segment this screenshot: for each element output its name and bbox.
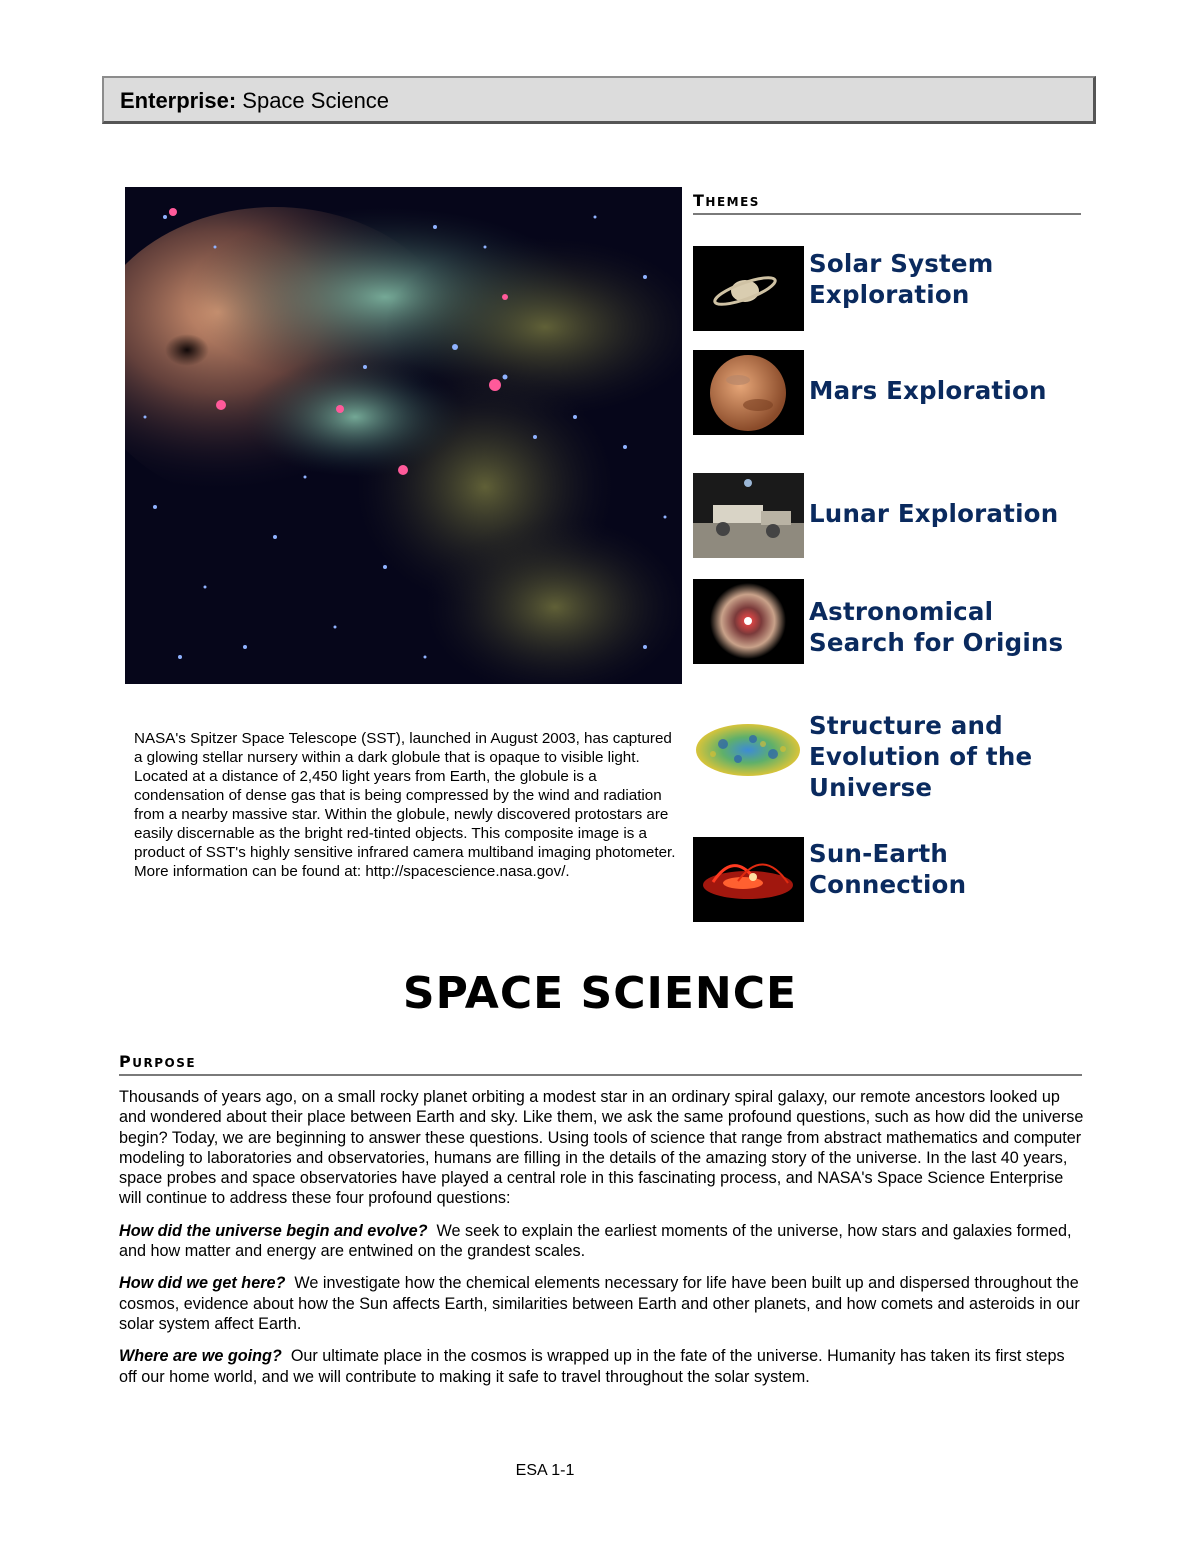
theme-label: Mars Exploration — [809, 376, 1047, 405]
theme-label: Sun-Earth Connection — [809, 839, 967, 899]
solar-flare-icon — [693, 837, 804, 922]
theme-label: Lunar Exploration — [809, 499, 1059, 528]
page-number: ESA 1-1 — [515, 1462, 575, 1479]
purpose-body — [119, 1087, 1084, 1399]
theme-origins[interactable] — [693, 579, 1093, 664]
enterprise-header — [102, 76, 1096, 124]
nebula-image — [125, 187, 682, 684]
question-answer: We investigate how the chemical elements necessary for life have been built up and dispersed throughout the cosmos, evidence about how the Sun affects Earth, similarities between Earth and other planets, and how comets and asteroids in our solar system affect Earth. — [119, 1274, 1080, 1333]
enterprise-label: Enterprise: — [120, 88, 237, 113]
purpose-intro: Thousands of years ago, on a small rocky planet orbiting a modest star in an ordinary spiral galaxy, our remote ancestors looked up and wondered about their place between Earth and sky. Like them, we ask the same profound questions, such as how did the universe begin? Today, we are beginning to answer these questions. Using tools of science that range from abstract mathematics and computer modeling to laboratories and observatories, humans are filling in the details of the amazing story of the universe. In the last 40 years, space probes and space observatories have played a central role in this fascinating process, and NASA's Space Science Enterprise will continue to address these four profound questions: — [119, 1088, 1084, 1208]
theme-sun-earth[interactable] — [693, 837, 1093, 922]
enterprise-value: Space Science — [242, 88, 390, 113]
cmb-map-icon — [693, 714, 804, 799]
theme-label: Solar System Exploration — [809, 249, 994, 309]
purpose-heading-rest: URPOSE — [132, 1056, 197, 1070]
themes-heading-initial: T — [693, 191, 706, 210]
nebula-picture — [125, 187, 682, 684]
question-text: How did we get here? — [119, 1274, 286, 1293]
question-text: Where are we going? — [119, 1347, 282, 1366]
theme-label: Structure and Evolution of the Universe — [809, 711, 1033, 802]
page-title: SPACE SCIENCE — [402, 968, 798, 1019]
theme-solar-system[interactable] — [693, 246, 1093, 332]
theme-mars[interactable] — [693, 350, 1093, 436]
purpose-question — [119, 1346, 1084, 1387]
mars-icon — [693, 350, 804, 435]
saturn-icon — [693, 246, 804, 331]
question-answer: We seek to explain the earliest moments of the universe, how stars and galaxies formed, and how matter and energy are entwined on the grandest scales. — [119, 1221, 1072, 1261]
question-text: How did the universe begin and evolve? — [119, 1221, 428, 1240]
themes-heading-rest: HEMES — [705, 195, 760, 209]
nebula-star-icon — [693, 579, 804, 664]
question-answer: Our ultimate place in the cosmos is wrapped up in the fate of the universe. Humanity has taken its first steps off our home world, and we will contribute to making it safe to travel throughout the solar system. — [119, 1347, 1065, 1386]
theme-structure-evolution[interactable] — [693, 710, 1093, 800]
purpose-heading-initial: P — [119, 1052, 133, 1071]
hero-caption: NASA's Spitzer Space Telescope (SST), launched in August 2003, has captured a glowing stellar nursery within a dark globule that is opaque to visible light. Located at a distance of 2,450 light years from Earth, the globule is a condensation of dense gas that is being compressed by the wind and radiation from a nearby massive star. Within the globule, newly discovered protostars are easily discernable as the bright red-tinted objects. This composite image is a product of SST's highly sensitive infrared camera multiband imaging photometer. More information can be found at: http://spacescience.nasa.gov/. — [134, 730, 676, 880]
purpose-question — [119, 1221, 1084, 1262]
lunar-rover-icon — [693, 473, 804, 558]
theme-label: Astronomical Search for Origins — [809, 597, 1064, 657]
purpose-question — [119, 1273, 1084, 1334]
theme-lunar[interactable] — [693, 473, 1093, 558]
themes-heading — [693, 191, 1081, 215]
purpose-heading — [119, 1052, 1082, 1076]
